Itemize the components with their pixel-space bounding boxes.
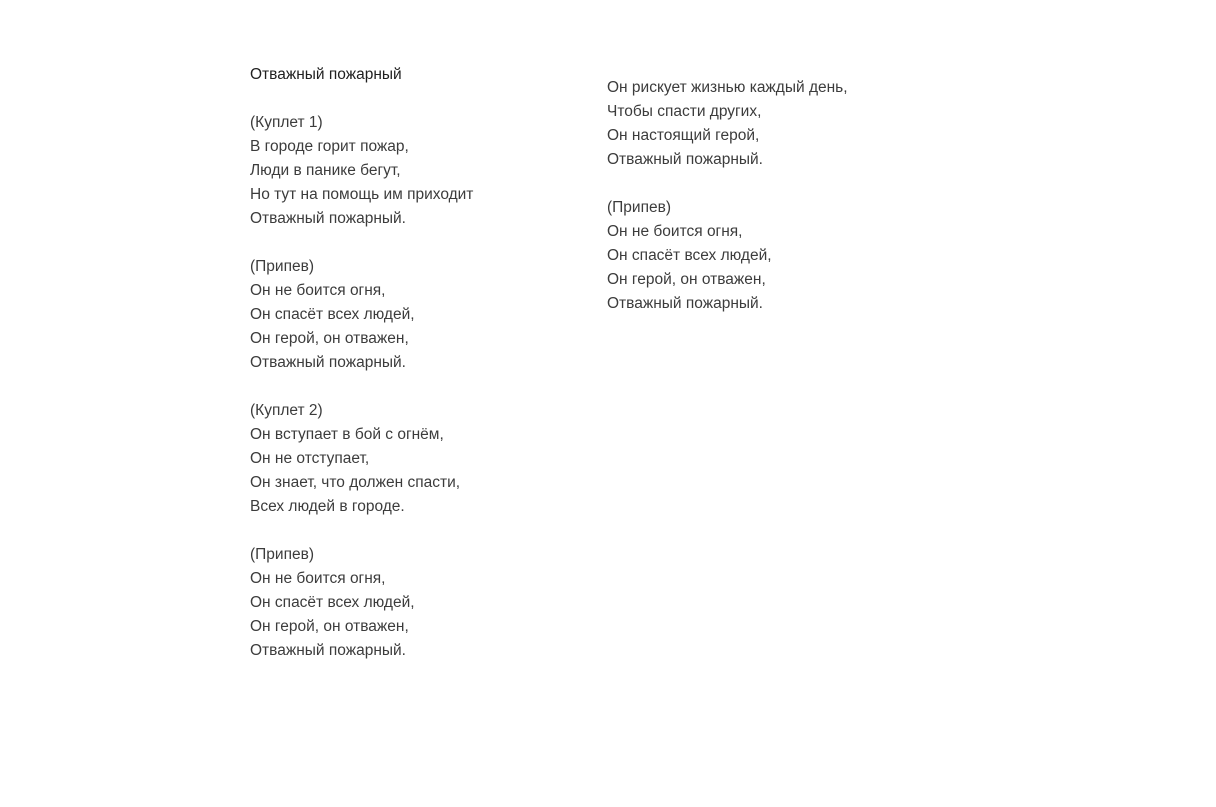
lyric-line: Он не отступает,	[250, 450, 370, 467]
lyric-line: В городе горит пожар,	[250, 138, 409, 155]
lyric-line: Он знает, что должен спасти,	[250, 474, 461, 491]
lyric-line: Он вступает в бой с огнём,	[250, 426, 444, 443]
section-label: (Припев)	[250, 546, 314, 563]
lyric-line: Он не боится огня,	[607, 223, 743, 240]
lyric-line: Всех людей в городе.	[250, 498, 405, 515]
lyric-line: Отважный пожарный.	[607, 151, 763, 168]
section-label: (Припев)	[250, 258, 314, 275]
lyric-line: Он герой, он отважен,	[250, 330, 409, 347]
right-column	[607, 76, 947, 316]
lyric-line: Люди в панике бегут,	[250, 162, 401, 179]
lyric-line: Он спасёт всех людей,	[250, 594, 415, 611]
lyric-line: Но тут на помощь им приходит	[250, 186, 474, 203]
section-label: (Припев)	[607, 199, 671, 216]
lyric-line: Отважный пожарный.	[250, 354, 406, 371]
section-label: (Куплет 1)	[250, 114, 323, 131]
chorus-1	[250, 255, 590, 375]
lyric-line: Отважный пожарный.	[250, 642, 406, 659]
verse-2	[250, 399, 590, 519]
lyric-line: Он рискует жизнью каждый день,	[607, 79, 848, 96]
song-title: Отважный пожарный	[250, 66, 402, 83]
lyric-line: Он не боится огня,	[250, 570, 386, 587]
lyric-line: Он герой, он отважен,	[607, 271, 766, 288]
lyric-line: Он настоящий герой,	[607, 127, 760, 144]
lyric-line: Он не боится огня,	[250, 282, 386, 299]
verse-3	[607, 76, 947, 172]
lyric-line: Он спасёт всех людей,	[607, 247, 772, 264]
section-label: (Куплет 2)	[250, 402, 323, 419]
chorus-2	[250, 543, 590, 663]
lyric-line: Отважный пожарный.	[250, 210, 406, 227]
lyric-line: Отважный пожарный.	[607, 295, 763, 312]
verse-1	[250, 111, 590, 231]
chorus-3	[607, 196, 947, 316]
lyric-line: Он герой, он отважен,	[250, 618, 409, 635]
left-column	[250, 63, 590, 663]
lyric-line: Он спасёт всех людей,	[250, 306, 415, 323]
lyric-line: Чтобы спасти других,	[607, 103, 762, 120]
